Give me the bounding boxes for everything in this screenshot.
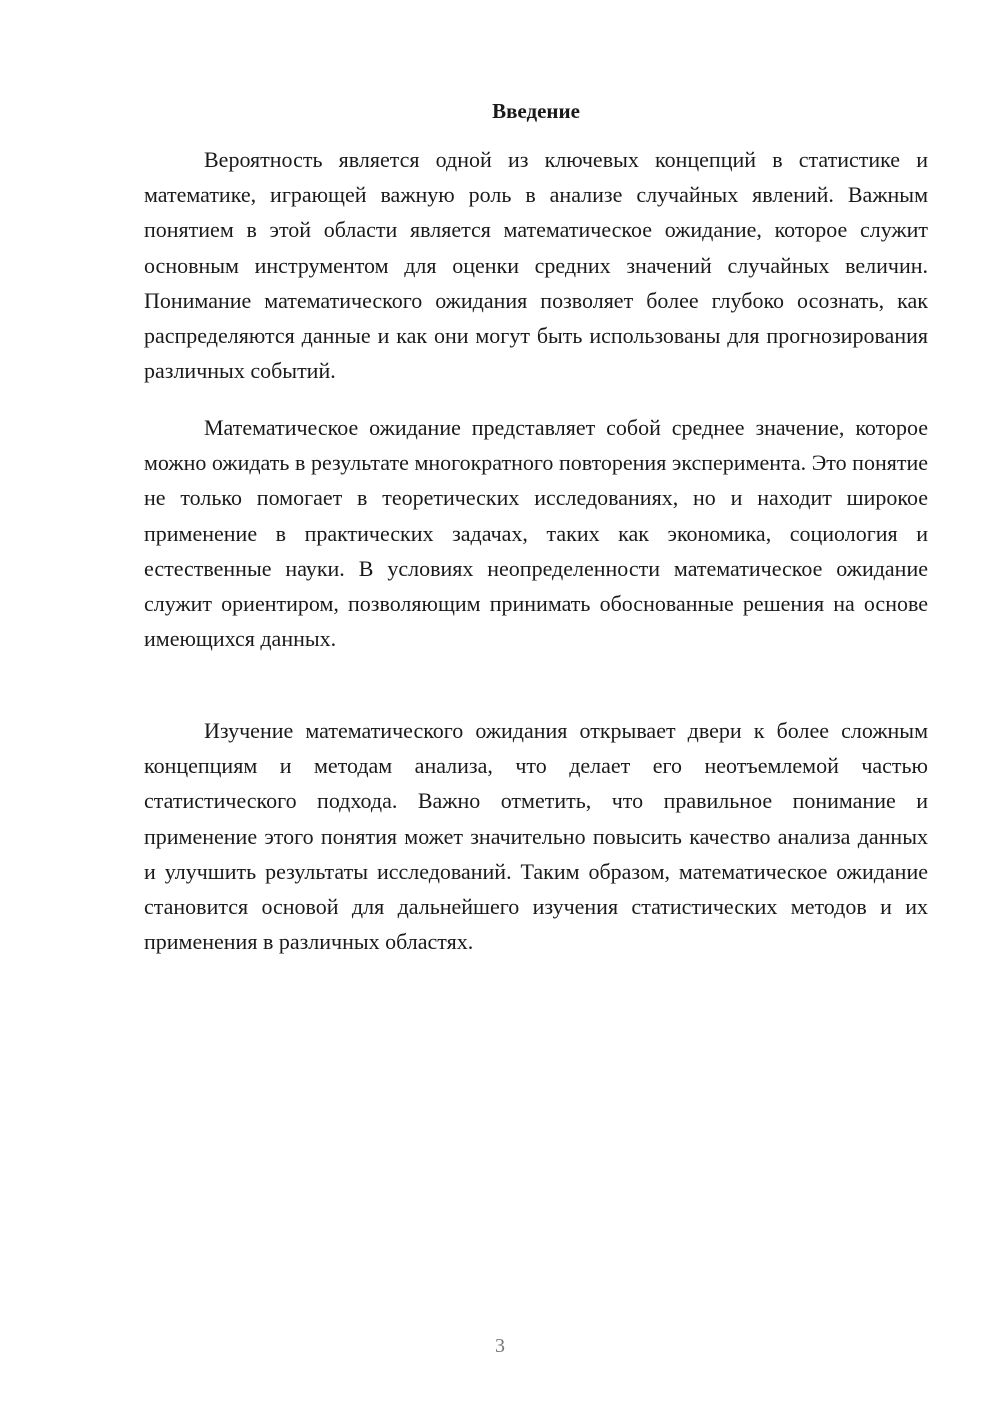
paragraph-2: Математическое ожидание представляет собой среднее значение, которое можно ожидать в результате многократного повторения эксперимента. Это понятие не только помогает в теоретических исследованиях, но и находит широкое применение в практических задачах, таких как экономика, социология и естественные науки. В условиях неопределенности математическое ожидание служит ориентиром, позволяющим принимать обоснованные решения на основе имеющихся данных. [144, 415, 928, 652]
paragraph-1: Вероятность является одной из ключевых концепций в статистике и математике, играющей важную роль в анализе случайных явлений. Важным понятием в этой области является математическое ожидание, которое служит основным инструментом для оценки средних значений случайных величин. Понимание математического ожидания позволяет более глубоко осознать, как распределяются данные и как они могут быть использованы для прогнозирования различных событий. [144, 147, 928, 384]
paragraph-3: Изучение математического ожидания открывает двери к более сложным концепциям и методам анализа, что делает его неотъемлемой частью статистического подхода. Важно отметить, что правильное понимание и применение этого понятия может значительно повысить качество анализа данных и улучшить результаты исследований. Таким образом, математическое ожидание становится основой для дальнейшего изучения статистических методов и их применения в различных областях. [144, 718, 928, 955]
page-number: 3 [495, 1335, 505, 1357]
page-title: Введение [492, 99, 580, 123]
